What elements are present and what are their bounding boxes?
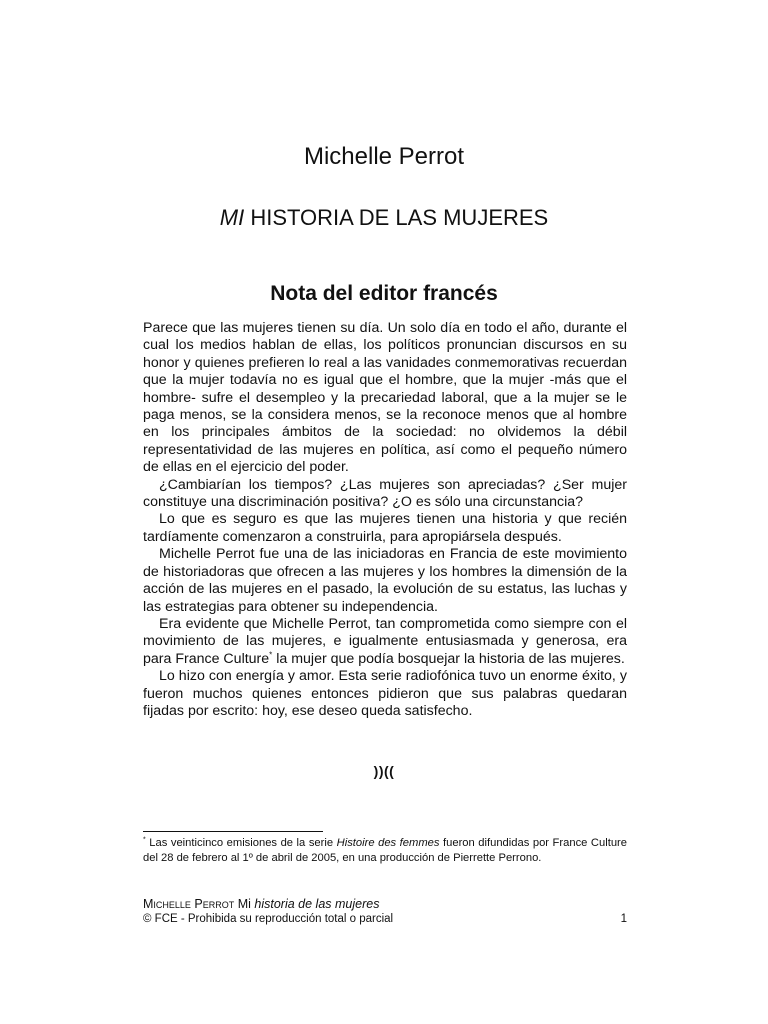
page-footer (143, 897, 627, 927)
book-title (0, 205, 768, 231)
footnote-series-title: Histoire des femmes (336, 837, 440, 849)
paragraph-2: ¿Cambiarían los tiempos? ¿Las mujeres son apreciadas? ¿Ser mujer constituye una discriminación positiva? ¿O es sólo una circunstancia? (143, 476, 627, 511)
footnote-divider (143, 831, 323, 832)
book-title-rest: HISTORIA DE LAS MUJERES (244, 205, 549, 230)
section-separator: ))(( (373, 763, 395, 779)
footnote (143, 836, 627, 865)
footnote-reference-mark[interactable]: * (269, 649, 273, 659)
footnote-text-end: fueron difundidas por France Culture del 28 de febrero al 1º de abril de 2005, en una producción de Pierrette Perrono. (143, 837, 627, 864)
footnote-text: Las veinticinco emisiones de la serie (145, 837, 337, 849)
footer-book-title: historia de las mujeres (254, 897, 380, 911)
body-text (143, 320, 627, 720)
paragraph-6: Lo hizo con energía y amor. Esta serie radiofónica tuvo un enorme éxito, y fueron muchos quienes entonces pidieron que sus palabras quedaran fijadas por escrito: hoy, ese deseo queda satisfecho. (143, 668, 627, 719)
footer-book-reference (143, 897, 627, 912)
footer-copyright-line (143, 912, 627, 927)
paragraph-5-text: Era evidente que Michelle Perrot, tan comprometida como siempre con el movimiento de las mujeres, e igualmente entusiasmada y generosa, era para France Culture (143, 615, 627, 667)
author-name: Michelle Perrot (303, 143, 465, 170)
page-number: 1 (620, 913, 627, 925)
paragraph-4: Michelle Perrot fue una de las iniciadoras en Francia de este movimiento de historiadoras que ofrecen a las mujeres y los hombres la dimensión de la acción de las mujeres en el pasado, la evolución de su estatus, las luchas y las estrategias para obtener su independencia. (143, 546, 627, 615)
paragraph-3: Lo que es seguro es que las mujeres tienen una historia y que recién tardíamente comenzaron a construirla, para apropiársela después. (143, 511, 627, 545)
section-title: Nota del editor francés (270, 282, 498, 305)
paragraph-5 (143, 616, 627, 668)
footer-author: Michelle Perrot (143, 897, 235, 911)
footnote-mark: * (143, 836, 146, 844)
footer-copyright: © FCE - Prohibida su reproducción total o parcial (143, 913, 394, 925)
book-title-prefix: MI (219, 205, 245, 230)
paragraph-5-text-end: la mujer que podía bosquejar la historia de las mujeres. (272, 650, 625, 667)
paragraph-1: Parece que las mujeres tienen su día. Un solo día en todo el año, durante el cual los medios hablan de ellas, los políticos pronuncian discursos en su honor y quienes prefieren lo real a las vanidades conmemorativas recuerdan que la mujer todavía no es igual que el hombre, que la mujer -más que el hombre- sufre el desempleo y la precariedad laboral, que a la mujer se le paga menos, se la considera menos, se la reconoce menos que al hombre en los principales ámbitos de la sociedad: no olvidemos la débil representatividad de las mujeres en política, así como el pequeño número de ellas en el ejercicio del poder. (143, 320, 627, 476)
footer-mi: Mi (234, 897, 255, 911)
